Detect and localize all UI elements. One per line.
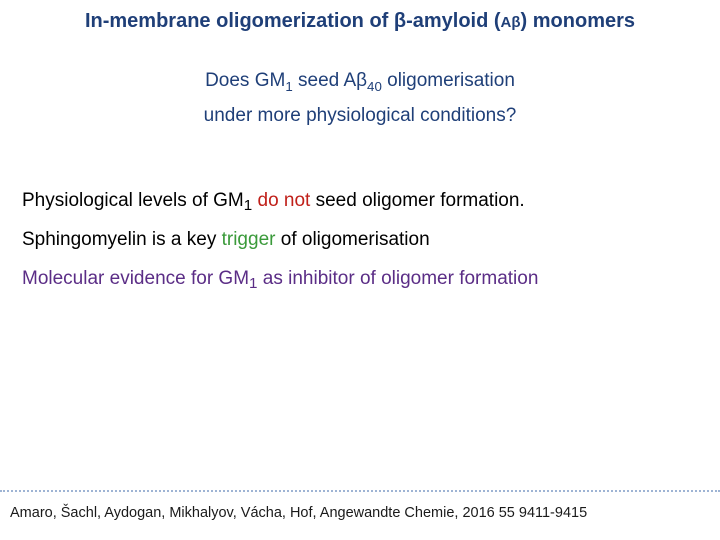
statement-text: as inhibitor of oligomer formation [257,268,539,289]
statement-highlight-red: do not [252,190,311,211]
question-text: oligomerisation [381,70,515,91]
statement-subscript: 1 [243,197,253,214]
statement-text: Sphingomyelin is a key [22,229,222,250]
footer-divider [0,490,720,492]
question-line-2: under more physiological conditions? [203,104,517,126]
statement-subscript: 1 [249,275,258,292]
question-text: seed Aβ [292,70,368,91]
statement-1 [22,190,525,214]
research-question [0,66,720,130]
title-abeta: Aβ [500,14,521,31]
statement-text: of oligomerisation [275,229,430,250]
title-part2: ) monomers [520,10,636,32]
question-subscript: 1 [285,78,293,94]
statement-highlight-green: trigger [221,229,276,250]
citation: Amaro, Šachl, Aydogan, Mikhalyov, Vácha, Hof, Angewandte Chemie, 2016 55 9411-9415 [10,505,588,521]
statement-text: Molecular evidence for GM [22,268,250,289]
question-subscript: 40 [367,78,382,94]
question-text: Does GM [205,70,286,91]
statement-2 [22,229,430,251]
slide-title [0,10,720,33]
statement-text: seed oligomer formation. [310,190,525,211]
statement-text: Physiological levels of GM [22,190,244,211]
title-part1: In-membrane oligomerization of β-amyloid ( [84,10,501,32]
question-line-1 [0,66,720,101]
statement-3 [22,268,538,292]
